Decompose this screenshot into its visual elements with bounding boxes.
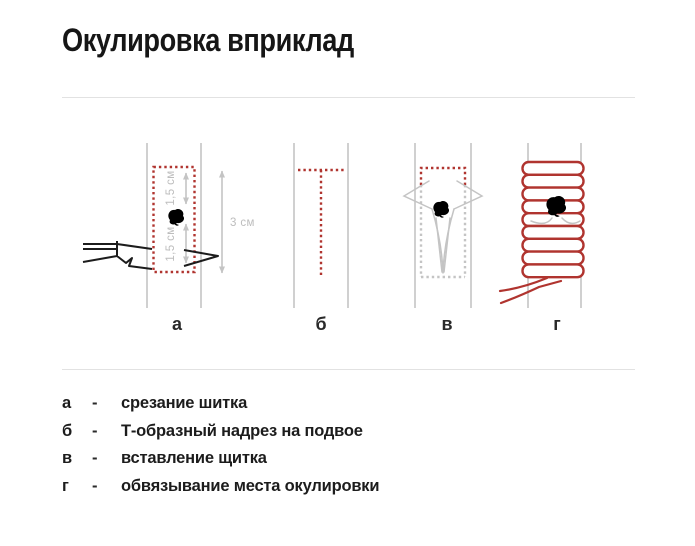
- figure-v-insertion: [404, 143, 482, 308]
- top-divider: [62, 97, 635, 98]
- bud-icon: [168, 209, 184, 226]
- page-title: Окулировка вприклад: [62, 22, 354, 58]
- binding-wrap: [523, 162, 584, 277]
- wrap-tails: [500, 278, 561, 303]
- legend-text: срезание шитка: [121, 394, 248, 412]
- legend: [62, 394, 622, 504]
- legend-letter: в: [62, 449, 73, 467]
- figure-label-a: а: [171, 314, 183, 334]
- legend-item-a: [62, 394, 622, 422]
- lower-half-label: 1,5 см: [165, 226, 177, 262]
- grafting-knife-icon: [83, 241, 218, 269]
- legend-text: вставление щитка: [121, 449, 267, 467]
- total-length-label: 3 см: [230, 217, 255, 229]
- t-incision: [298, 170, 344, 277]
- bud-icon: [433, 201, 449, 218]
- legend-item-b: [62, 422, 622, 450]
- figure-a-cutting: [83, 143, 255, 308]
- figure-label-b: б: [315, 314, 327, 334]
- figure-label-g: г: [553, 314, 561, 334]
- legend-separator: -: [92, 476, 98, 495]
- legend-separator: -: [92, 421, 98, 440]
- legend-separator: -: [92, 394, 98, 412]
- legend-letter: а: [62, 394, 72, 412]
- opening-outer-v: [432, 209, 454, 273]
- legend-letter: б: [62, 421, 73, 440]
- legend-item-g: [62, 477, 622, 505]
- legend-separator: -: [92, 449, 98, 467]
- upper-half-label: 1,5 см: [165, 170, 177, 206]
- grafting-steps-diagram: [0, 125, 695, 340]
- figure-label-v: в: [441, 314, 453, 334]
- legend-text: обвязывание места окулировки: [121, 476, 380, 495]
- figure-b-t-cut: [294, 143, 348, 308]
- legend-item-v: [62, 449, 622, 477]
- bottom-divider: [62, 369, 635, 370]
- legend-text: Т-образный надрез на подвое: [121, 421, 363, 440]
- figure-g-binding: [500, 143, 584, 308]
- legend-letter: г: [62, 476, 69, 495]
